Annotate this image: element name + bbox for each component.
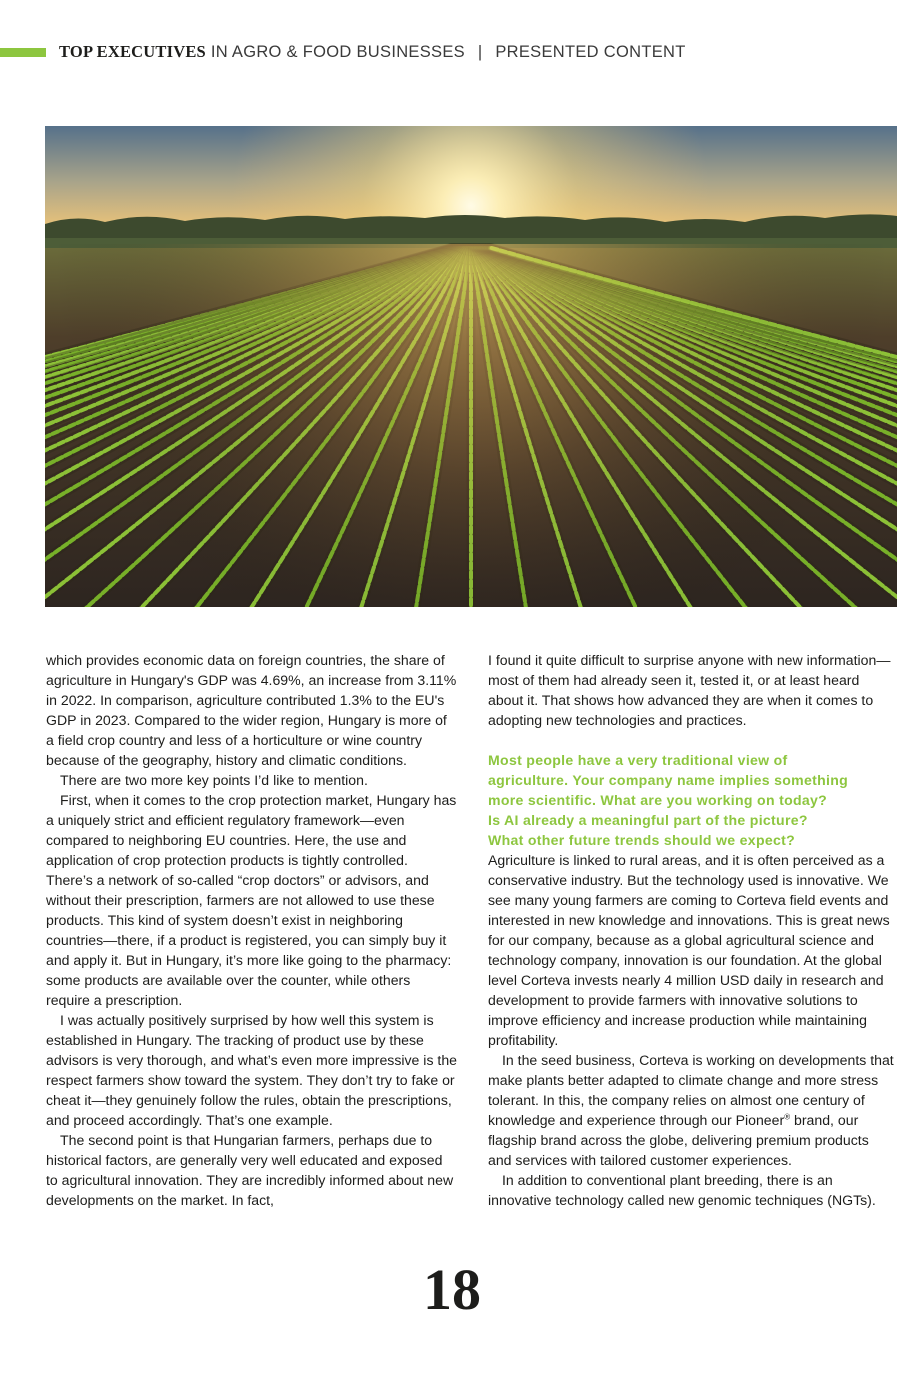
header-text — [59, 42, 686, 62]
header-brand: TOP EXECUTIVES — [59, 42, 206, 61]
question-line: Is AI already a meaningful part of the picture? — [488, 812, 808, 828]
answer-paragraph: Agriculture is linked to rural areas, and it is often perceived as a conservative industry. But the technology used is innovative. We see many young farmers are coming to Corteva field events and interested in new knowledge and innovations. This is great news for our company, because as a global agricultural science and technology company, innovation is our foundation. At the global level Corteva invests nearly 4 million USD daily in research and development to provide farmers with innovative solutions to improve efficiency and increase production while maintaining profitability. — [488, 852, 890, 1048]
body-paragraph: I found it quite difficult to surprise anyone with new information—most of them had already seen it, tested it, or at least heard about it. That shows how advanced they are when it comes to adopting new technologies and practices. — [488, 652, 891, 728]
question-line: agriculture. Your company name implies something — [488, 772, 849, 788]
header-separator: | — [477, 43, 483, 61]
interview-question — [488, 750, 896, 850]
body-paragraph: First, when it comes to the crop protection market, Hungary has a uniquely strict and efficient regulatory framework—even compared to neighboring EU countries. Here, the use and application of crop protection products is tightly controlled. There’s a network of so-called “crop doctors” or advisors, and without their prescription, farmers are not allowed to use these products. This kind of system doesn’t exist in neighboring countries—there, if a product is registered, you can simply buy it and apply it. But in Hungary, it’s more like going to the pharmacy: some products are available over the counter, while others require a prescription. — [46, 792, 457, 1008]
answer-text: In the seed business, Corteva is working on developments that make plants better adapted to climate change and more stress tolerant. In this, the company relies on almost one century of knowledge and experience through our Pioneer — [488, 1052, 894, 1128]
registered-mark: ® — [784, 1112, 791, 1122]
body-paragraph: There are two more key points I’d like to mention. — [60, 772, 368, 788]
page-number: 18 — [423, 1257, 481, 1322]
body-paragraph: I was actually positively surprised by how well this system is established in Hungary. The tracking of product use by these advisors is very thorough, and what’s even more impressive is the respect farmers show toward the system. They don’t try to fake or cheat it—they genuinely follow the rules, obtain the prescriptions, and proceed accordingly. That’s one example. — [46, 1012, 457, 1128]
answer-paragraph — [488, 1050, 896, 1170]
question-line: Most people have a very traditional view of — [488, 752, 788, 768]
left-column — [46, 650, 458, 1210]
body-paragraph: The second point is that Hungarian farmers, perhaps due to historical factors, are generally very well educated and exposed to agricultural innovation. They are incredibly informed about new developments on the market. In fact, — [46, 1132, 454, 1208]
page-header — [0, 42, 904, 64]
right-column — [488, 650, 896, 1210]
header-accent-bar — [0, 48, 46, 57]
question-line: more scientific. What are you working on today? — [488, 792, 828, 808]
body-paragraph: which provides economic data on foreign countries, the share of agriculture in Hungary's GDP was 4.69%, an increase from 3.11% in 2022. In comparison, agriculture contributed 1.3% to the EU's GDP in 2023. Compared to the wider region, Hungary is more of a field crop country and less of a horticulture or wine country because of the geography, history and climatic conditions. — [46, 652, 457, 768]
header-subtitle: IN AGRO & FOOD BUSINESSES — [210, 43, 465, 61]
question-line: What other future trends should we expect? — [488, 832, 796, 848]
header-section: PRESENTED CONTENT — [495, 43, 686, 61]
answer-paragraph: In addition to conventional plant breeding, there is an innovative technology called new genomic techniques (NGTs). — [488, 1172, 876, 1208]
field-rows-sunset-photo — [45, 126, 897, 607]
answer-text: brand, our flagship brand across the globe, delivering premium products and services with tailored customer experiences. — [488, 1112, 869, 1168]
